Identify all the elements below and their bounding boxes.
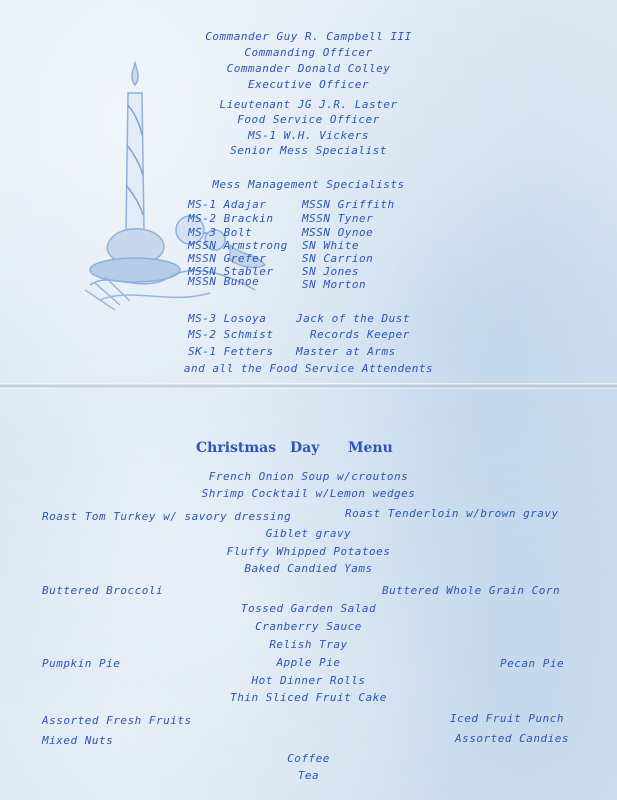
specialist-left-5: MSSN Grefer [188, 252, 267, 265]
specialist-right-5: SN Carrion [302, 252, 374, 265]
menu-item-pumpkin-pie: Pumpkin Pie [42, 657, 121, 670]
menu-item-cranberry: Cranberry Sauce [255, 620, 362, 633]
specialist-left-4: MSSN Armstrong [188, 239, 288, 252]
specialist-left-3: MS-3 Bolt [188, 226, 253, 239]
specialist-right-4: SN White [302, 239, 359, 252]
menu-item-tenderloin: Roast Tenderloin w/brown gravy [345, 507, 559, 520]
commanding-officer-name: Commander Guy R. Campbell III [205, 30, 412, 43]
specialist-right-6: SN Jones [302, 265, 359, 278]
menu-item-tea: Tea [297, 769, 320, 782]
menu-item-apple-pie: Apple Pie [276, 656, 341, 669]
menu-title-word-3: Menu [348, 440, 393, 456]
menu-item-soup: French Onion Soup w/croutons [208, 470, 409, 483]
executive-officer-title: Executive Officer [247, 78, 370, 91]
specialist-left-7: MSSN Bunoe [188, 275, 260, 288]
staff-schmist-role: Records Keeper [310, 328, 410, 341]
menu-item-turkey: Roast Tom Turkey w/ savory dressing [42, 510, 292, 523]
menu-item-candies: Assorted Candies [455, 732, 569, 745]
menu-item-fruitcake: Thin Sliced Fruit Cake [230, 691, 387, 704]
menu-item-relish: Relish Tray [269, 638, 348, 651]
menu-item-pecan-pie: Pecan Pie [500, 657, 565, 670]
specialist-right-1: MSSN Griffith [302, 198, 395, 211]
staff-losoya-name: MS-3 Losoya [188, 312, 267, 325]
staff-schmist-name: MS-2 Schmist [188, 328, 274, 341]
specialist-left-1: MS-1 Adajar [188, 198, 267, 211]
menu-title-word-1: Christmas [196, 440, 277, 456]
menu-item-fruit-punch: Iced Fruit Punch [450, 712, 564, 725]
menu-title-word-2: Day [290, 440, 320, 456]
staff-fetters-name: SK-1 Fetters [188, 345, 274, 358]
paper-fold [0, 383, 617, 389]
specialists-heading: Mess Management Specialists [212, 178, 405, 191]
menu-item-yams: Baked Candied Yams [244, 562, 373, 575]
specialist-left-6: MSSN Stabler [188, 265, 274, 278]
menu-item-fresh-fruits: Assorted Fresh Fruits [42, 714, 192, 727]
specialist-right-7: SN Morton [302, 278, 367, 291]
menu-item-coffee: Coffee [287, 752, 330, 765]
specialist-right-2: MSSN Tyner [302, 212, 374, 225]
menu-item-rolls: Hot Dinner Rolls [251, 674, 366, 687]
senior-mess-specialist-title: Senior Mess Specialist [230, 144, 387, 157]
menu-item-gravy: Giblet gravy [265, 527, 352, 540]
specialist-right-3: MSSN Oynoe [302, 226, 374, 239]
menu-item-shrimp: Shrimp Cocktail w/Lemon wedges [201, 487, 416, 500]
menu-item-potatoes: Fluffy Whipped Potatoes [226, 545, 391, 558]
staff-losoya-role: Jack of the Dust [296, 312, 410, 325]
menu-item-salad: Tossed Garden Salad [240, 602, 377, 615]
commanding-officer-title: Commanding Officer [244, 46, 373, 59]
senior-mess-specialist-name: MS-1 W.H. Vickers [247, 129, 370, 142]
food-service-officer-title: Food Service Officer [237, 113, 380, 126]
food-service-attendants: and all the Food Service Attendents [183, 362, 434, 375]
menu-item-broccoli: Buttered Broccoli [42, 584, 164, 597]
menu-item-corn: Buttered Whole Grain Corn [382, 584, 561, 597]
specialist-left-2: MS-2 Brackin [188, 212, 274, 225]
staff-fetters-role: Master at Arms [296, 345, 396, 358]
food-service-officer-name: Lieutenant JG J.R. Laster [219, 98, 398, 111]
executive-officer-name: Commander Donald Colley [226, 62, 391, 75]
menu-item-mixed-nuts: Mixed Nuts [42, 734, 114, 747]
